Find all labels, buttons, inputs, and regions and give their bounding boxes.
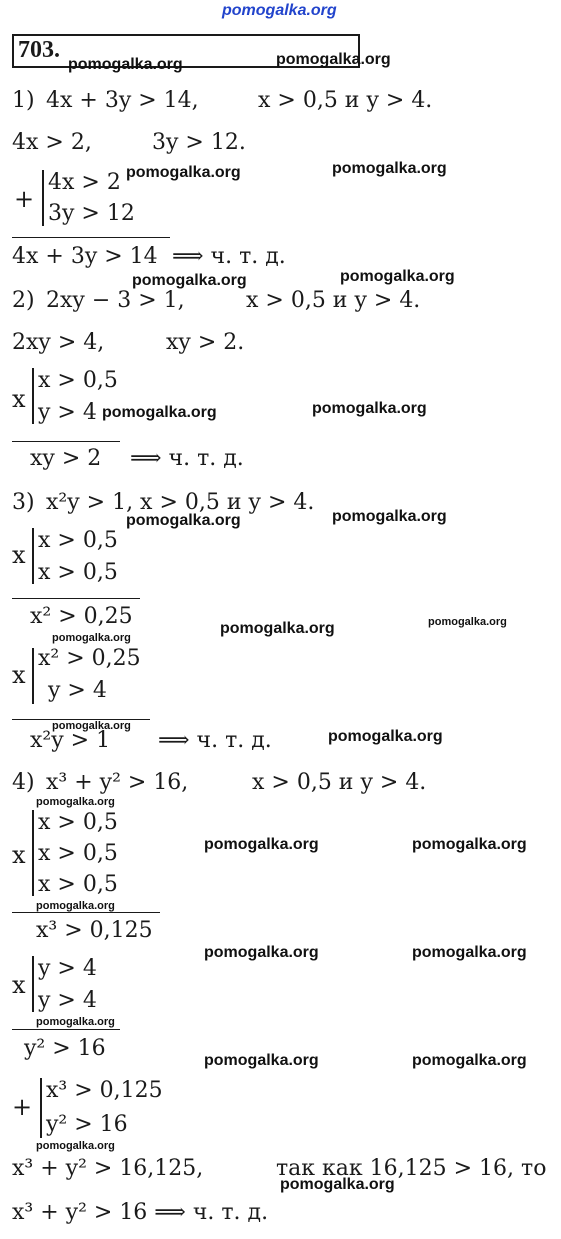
watermark: pomogalka.org (52, 720, 131, 732)
watermark: pomogalka.org (220, 620, 335, 637)
system-line: x² > 0,25 (38, 646, 141, 671)
watermark: pomogalka.org (428, 616, 507, 628)
watermark: pomogalka.org (276, 51, 391, 68)
part1-result: 4x + 3y > 14 (12, 244, 158, 269)
part1-step-a: 4x > 2, (12, 130, 92, 155)
watermark: pomogalka.org (280, 1176, 395, 1193)
watermark: pomogalka.org (102, 404, 217, 421)
system-line: x > 0,5 (38, 560, 118, 585)
system-line: x > 0,5 (38, 810, 118, 835)
system-brace (42, 170, 44, 226)
part1-step-b: 3y > 12. (152, 130, 246, 155)
system-brace (32, 648, 34, 704)
watermark: pomogalka.org (412, 1052, 527, 1069)
watermark: pomogalka.org (312, 400, 427, 417)
system-line: x > 0,5 (38, 872, 118, 897)
watermark: pomogalka.org (332, 160, 447, 177)
part1-statement: 4x + 3y > 14, (46, 88, 199, 113)
part3-statement: x²y > 1, x > 0,5 и y > 4. (46, 490, 315, 515)
part2-condition: x > 0,5 и y > 4. (246, 288, 421, 313)
part4-final-a: x³ + y² > 16,125, (12, 1156, 204, 1181)
system-brace (32, 368, 34, 424)
system-brace (32, 528, 34, 584)
part1-qed: ⟹ ч. т. д. (172, 244, 286, 269)
part4-conclusion: x³ + y² > 16 ⟹ ч. т. д. (12, 1200, 269, 1225)
watermark: pomogalka.org (328, 728, 443, 745)
system-line: 3y > 12 (48, 201, 135, 226)
watermark: pomogalka.org (412, 944, 527, 961)
part3-result-1: x² > 0,25 (30, 604, 133, 629)
system-line: y² > 16 (46, 1112, 128, 1137)
system-line: y > 4 (38, 988, 97, 1013)
part2-qed: ⟹ ч. т. д. (130, 446, 244, 471)
part1-condition: x > 0,5 и y > 4. (258, 88, 433, 113)
part4-result-2: y² > 16 (24, 1036, 106, 1061)
plus-operator: + (14, 185, 35, 213)
watermark: pomogalka.org (132, 272, 247, 289)
part1-label: 1) (12, 88, 35, 113)
part2-step-b: xy > 2. (166, 330, 245, 355)
system-line: x > 0,5 (38, 841, 118, 866)
system-line: y > 4 (48, 678, 107, 703)
site-header[interactable]: pomogalka.org (222, 2, 337, 19)
system-line: y > 4 (38, 956, 97, 981)
part2-result: xy > 2 (30, 446, 102, 471)
system-brace (40, 1078, 42, 1138)
problem-number: 703. (18, 37, 60, 63)
system-line: x³ > 0,125 (46, 1078, 163, 1103)
watermark: pomogalka.org (36, 1016, 115, 1028)
watermark: pomogalka.org (332, 508, 447, 525)
system-line: y > 4 (38, 400, 97, 425)
part4-final-b: так как 16,125 > 16, то (276, 1156, 547, 1181)
multiply-operator: x (12, 541, 26, 569)
system-brace (32, 810, 34, 896)
part2-statement: 2xy − 3 > 1, (46, 288, 185, 313)
part2-label: 2) (12, 288, 35, 313)
multiply-operator: x (12, 661, 26, 689)
watermark: pomogalka.org (36, 796, 115, 808)
watermark: pomogalka.org (204, 836, 319, 853)
part4-condition: x > 0,5 и y > 4. (252, 770, 427, 795)
multiply-operator: x (12, 385, 26, 413)
product-line (12, 1029, 120, 1030)
multiply-operator: x (12, 841, 26, 869)
watermark: pomogalka.org (126, 512, 241, 529)
watermark: pomogalka.org (204, 944, 319, 961)
multiply-operator: x (12, 971, 26, 999)
watermark: pomogalka.org (204, 1052, 319, 1069)
product-line (12, 912, 160, 913)
part3-label: 3) (12, 490, 35, 515)
part3-qed: ⟹ ч. т. д. (158, 728, 272, 753)
system-line: x > 0,5 (38, 368, 118, 393)
watermark: pomogalka.org (36, 900, 115, 912)
part2-step-a: 2xy > 4, (12, 330, 105, 355)
system-line: 4x > 2 (48, 170, 121, 195)
system-brace (32, 956, 34, 1012)
product-line (12, 441, 120, 442)
part4-label: 4) (12, 770, 35, 795)
part4-result-1: x³ > 0,125 (36, 918, 153, 943)
system-line: x > 0,5 (38, 528, 118, 553)
sum-line (12, 237, 170, 238)
plus-operator: + (12, 1093, 33, 1121)
watermark: pomogalka.org (36, 1140, 115, 1152)
watermark: pomogalka.org (340, 268, 455, 285)
product-line (12, 598, 140, 599)
part4-statement: x³ + y² > 16, (46, 770, 189, 795)
watermark: pomogalka.org (68, 56, 183, 73)
watermark: pomogalka.org (52, 632, 131, 644)
watermark: pomogalka.org (126, 164, 241, 181)
part3-result-2: x²y > 1 (30, 728, 111, 753)
watermark: pomogalka.org (412, 836, 527, 853)
